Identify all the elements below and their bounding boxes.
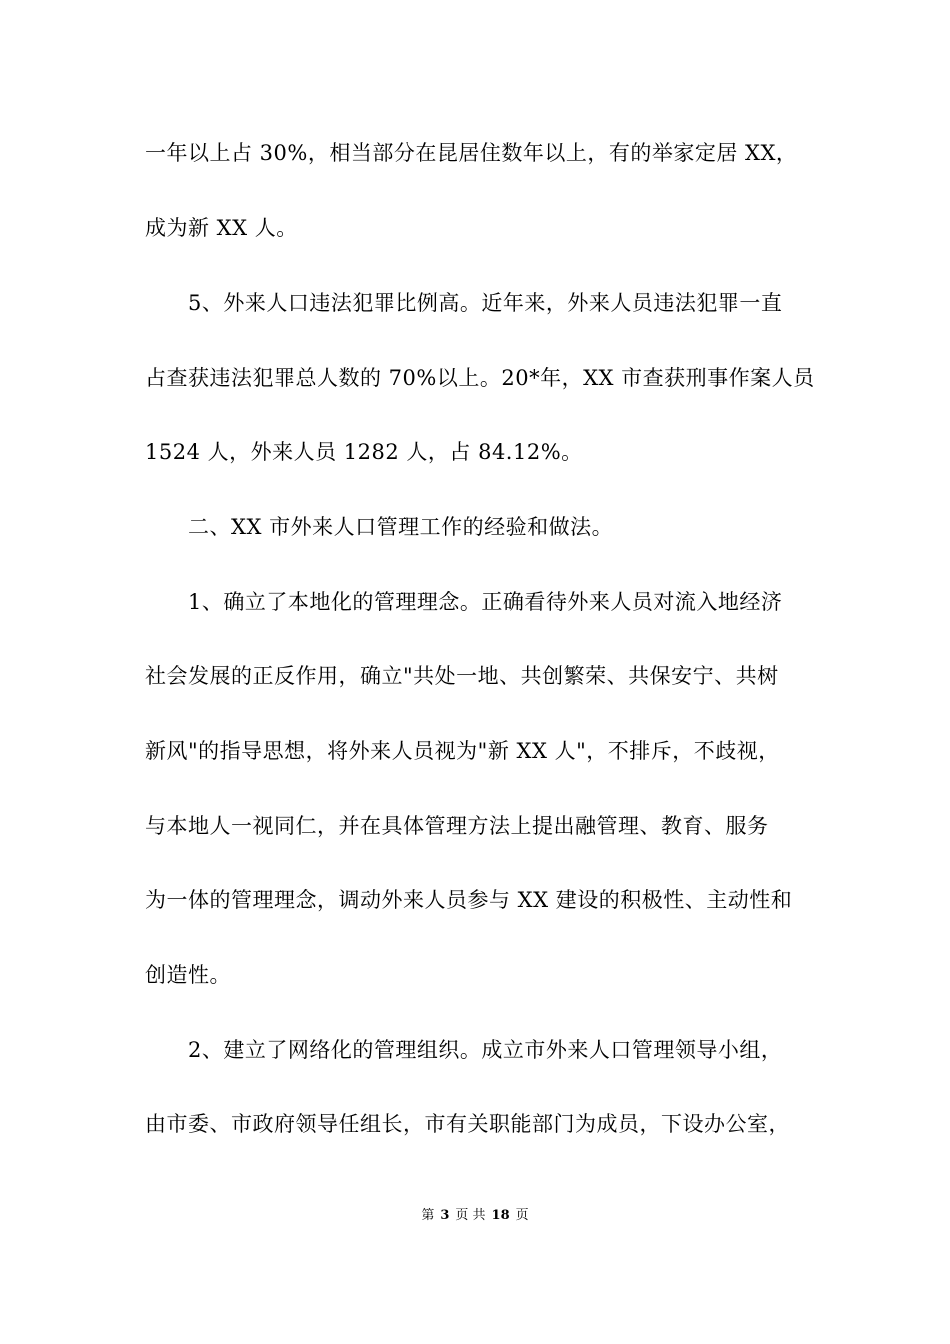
footer-middle: 页 共 [455, 1208, 486, 1223]
text-line: 一年以上占 30%，相当部分在昆居住数年以上，有的举家定居 XX， [145, 141, 798, 165]
text-line: 创造性。 [145, 963, 231, 987]
paragraph-start-line: 2、建立了网络化的管理组织。成立市外来人口管理领导小组， [188, 1038, 783, 1062]
text-line: 新风"的指导思想，将外来人员视为"新 XX 人"，不排斥，不歧视， [145, 739, 780, 763]
text-line: 占查获违法犯罪总人数的 70%以上。20*年，XX 市查获刑事作案人员 [145, 366, 815, 390]
footer-prefix: 第 [421, 1208, 435, 1223]
footer-suffix: 页 [515, 1208, 529, 1223]
text-line: 成为新 XX 人。 [145, 216, 298, 240]
section-heading: 二、XX 市外来人口管理工作的经验和做法。 [188, 515, 614, 539]
total-page-number: 18 [491, 1208, 510, 1223]
text-line: 社会发展的正反作用，确立"共处一地、共创繁荣、共保安宁、共树 [145, 664, 779, 688]
page-footer [0, 1207, 950, 1225]
text-line: 与本地人一视同仁，并在具体管理方法上提出融管理、教育、服务 [145, 814, 769, 838]
paragraph-start-line: 1、确立了本地化的管理理念。正确看待外来人员对流入地经济 [188, 590, 783, 614]
paragraph-start-line: 5、外来人口违法犯罪比例高。近年来，外来人员违法犯罪一直 [188, 291, 783, 315]
current-page-number: 3 [440, 1208, 450, 1223]
text-line: 1524 人，外来人员 1282 人，占 84.12%。 [145, 440, 583, 464]
text-line: 由市委、市政府领导任组长，市有关职能部门为成员，下设办公室， [145, 1112, 790, 1136]
text-line: 为一体的管理理念，调动外来人员参与 XX 建设的积极性、主动性和 [145, 888, 793, 912]
